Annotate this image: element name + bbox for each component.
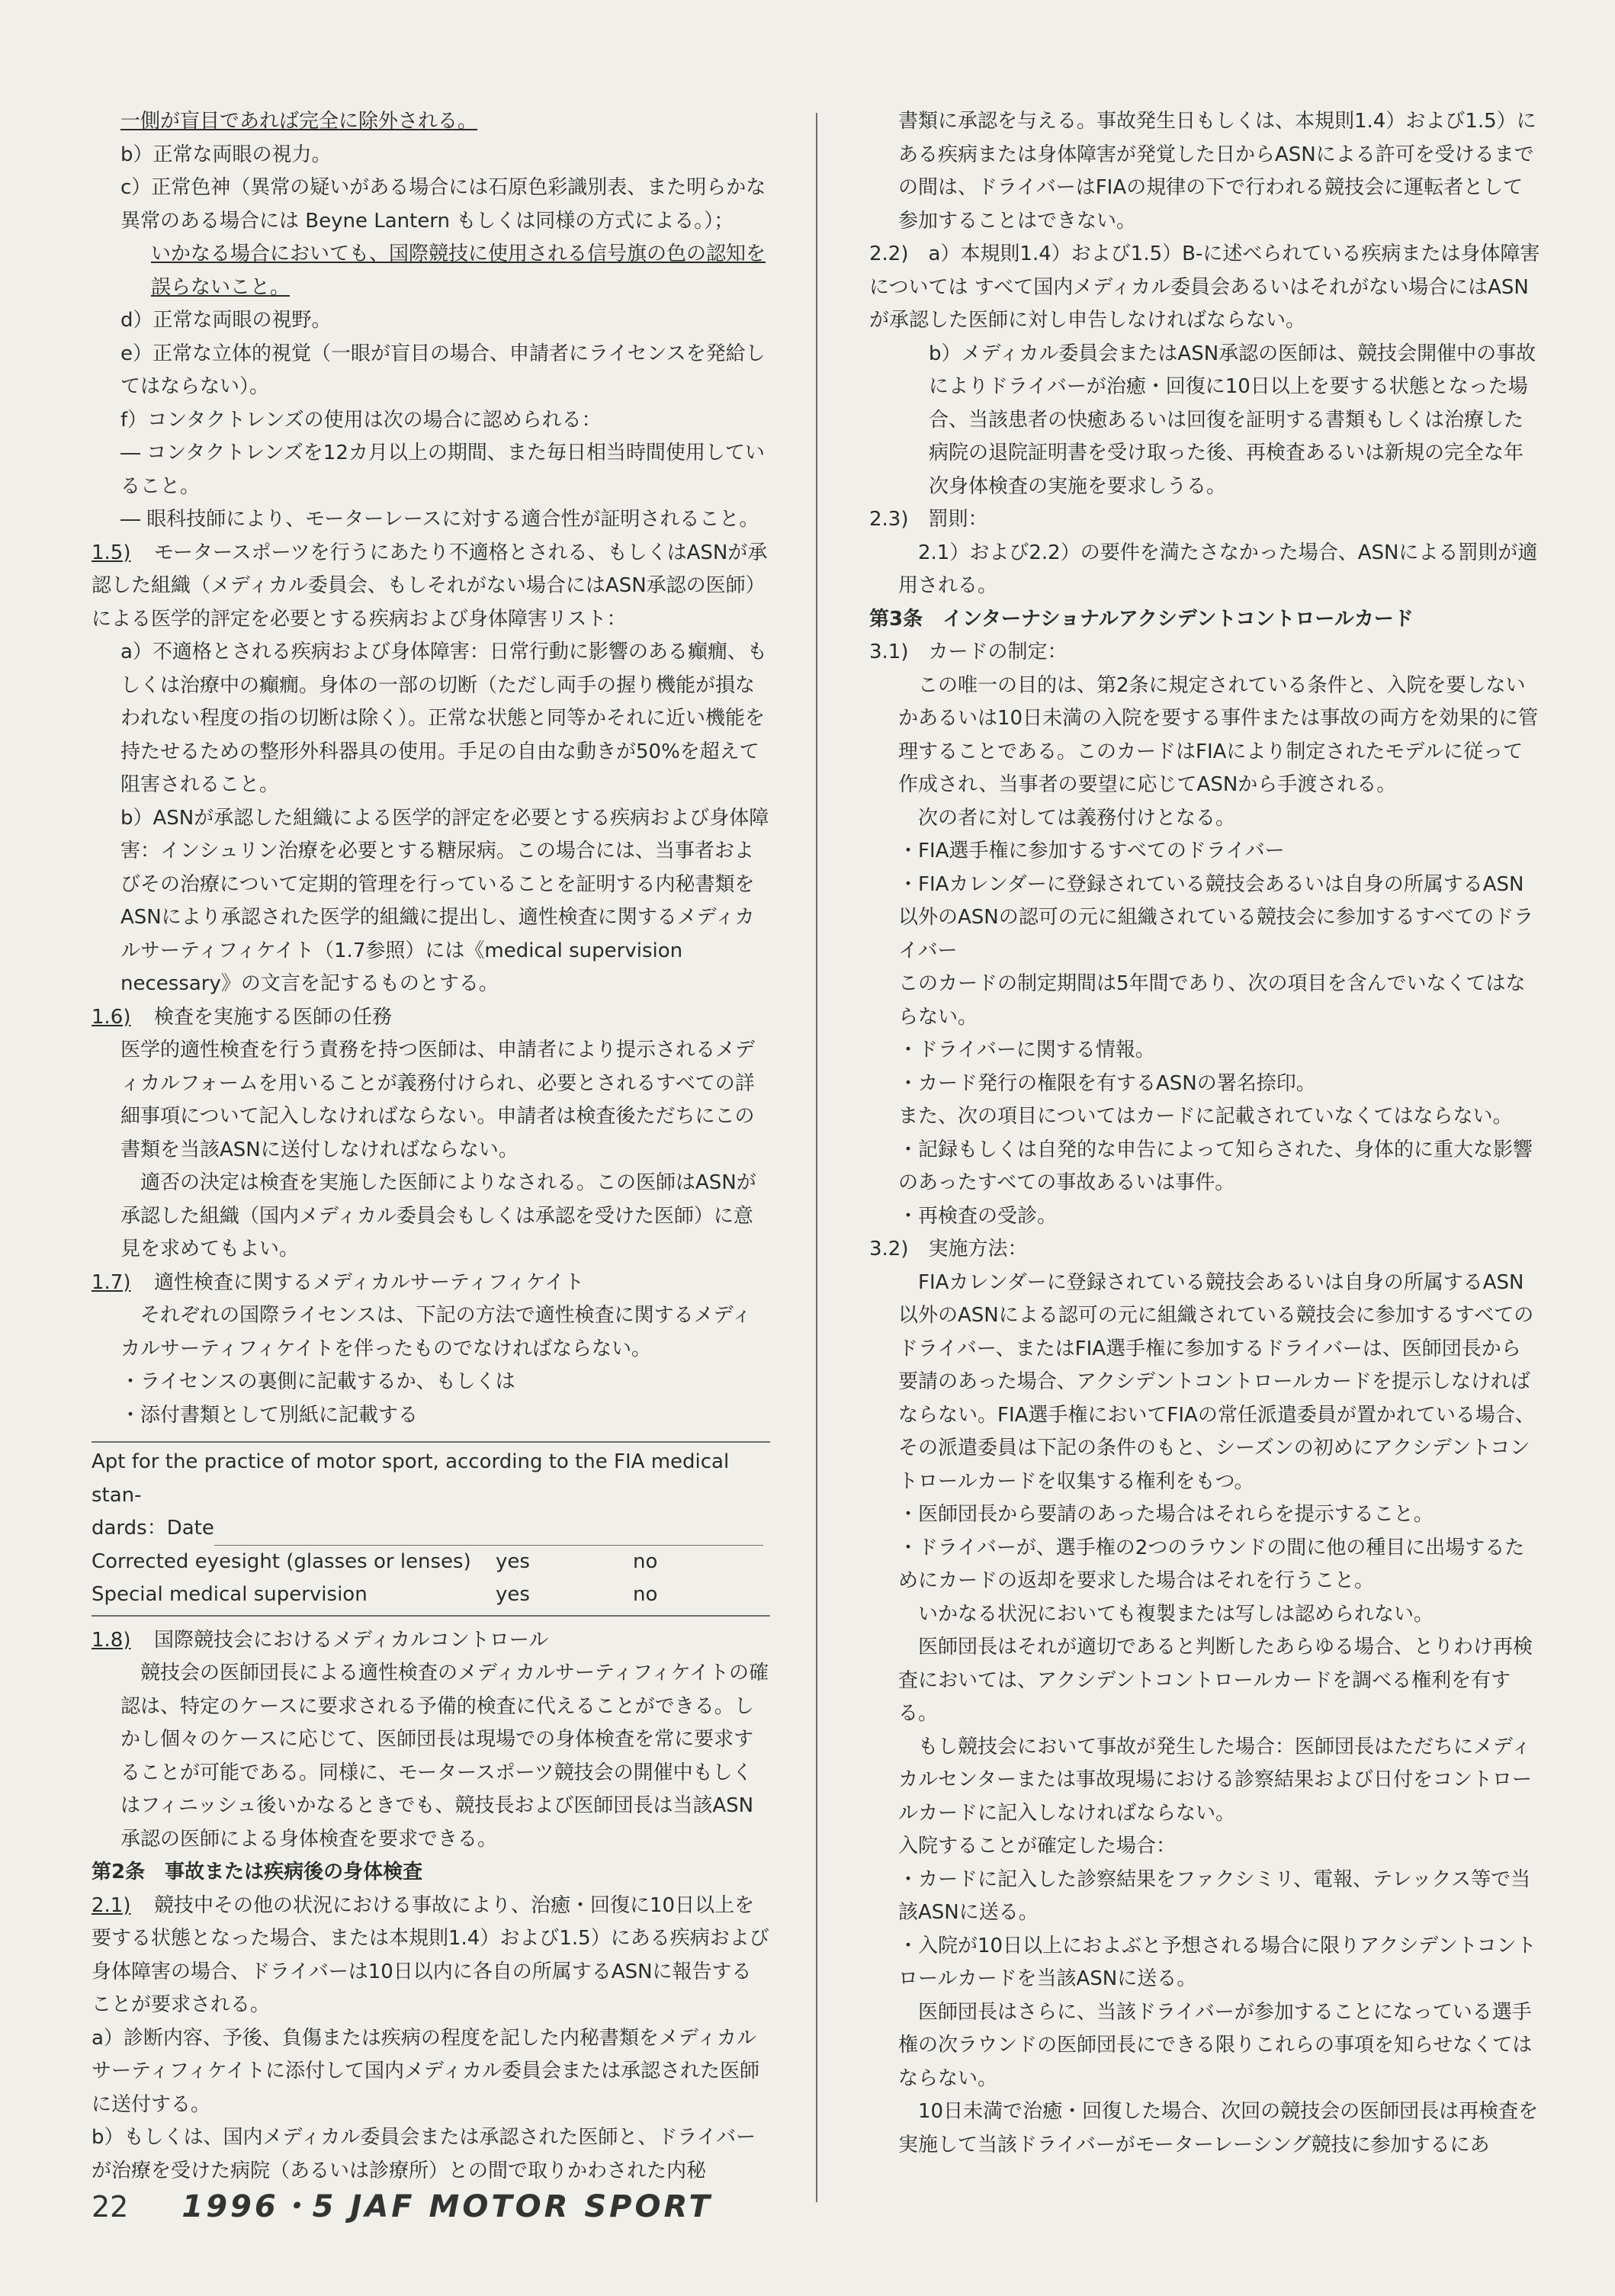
paragraph-text: 次の者に対しては義務付けとなる。 — [918, 806, 1236, 830]
paragraph-text: 医学的適性検査を行う責務を持つ医師は、申請者により提示されるメディカルフォームを用いることが義務付けられ、必要とされるすべての詳細事項について記入しなければならない。申請者は検査後ただちにこの書類を当該ASNに送付しなければならない。 — [120, 1039, 756, 1161]
page-number: 22 — [92, 2190, 129, 2224]
medical-certificate-box — [92, 1441, 770, 1617]
right-column — [869, 105, 1540, 2162]
paragraph-text: d）正常な両眼の視野。 — [120, 309, 332, 332]
paragraph-text: 第2条 事故または疾病後の身体検査 — [92, 1861, 423, 1883]
paragraph-text: ・記録もしくは自発的な申告によって知らされた、身体的に重大な影響のあったすべての事故あるいは事件。 — [898, 1138, 1533, 1194]
paragraph — [92, 1034, 770, 1167]
paragraph — [92, 636, 770, 802]
certificate-date-label: dards：Date — [92, 1517, 214, 1540]
paragraph — [92, 338, 770, 404]
paragraph-text: b）ASNが承認した組織による医学的評定を必要とする疾病および身体障害：インシュリン治療を必要とする糖尿病。この場合には、当事者およびその治療について定期的管理を行っていることを証明する内秘書類をASNにより承認された医学的組織に提出し、適性検査に関するメディカルサーティフィケイト（1.7参照）には《medical supervision necessary》の文言を記するものとする。 — [120, 806, 769, 995]
paragraph-text: それぞれの国際ライセンスは、下記の方法で適性検査に関するメディカルサーティフィケイトを伴ったものでなければならない。 — [120, 1304, 752, 1360]
column-divider — [816, 113, 817, 2202]
paragraph — [92, 238, 770, 304]
certificate-row-supervision — [92, 1578, 770, 1612]
paragraph-text: ・入院が10日以上におよぶと予想される場合に限りアクシデントコントロールカードを当該ASNに送る。 — [898, 1934, 1536, 1990]
supervision-yes: yes — [496, 1583, 530, 1606]
paragraph-text: 入院することが確定した場合： — [898, 1835, 1177, 1858]
section-number: 1.8) — [92, 1628, 131, 1652]
left-column-text-continued — [92, 1624, 770, 2188]
paragraph — [92, 503, 770, 537]
paragraph — [92, 1856, 770, 1890]
left-column — [92, 105, 770, 2188]
section-number: 1.7) — [92, 1270, 131, 1294]
paragraph — [869, 503, 1540, 537]
left-column-text — [92, 105, 770, 1432]
paragraph-text: 国際競技会におけるメディカルコントロール — [154, 1628, 549, 1652]
paragraph-text: いかなる場合においても、国際競技に使用される信号旗の色の認知を誤らないこと。 — [151, 242, 766, 299]
paragraph-text: ・ドライバーに関する情報。 — [898, 1039, 1155, 1061]
paragraph-text: ・FIA選手権に参加するすべてのドライバー — [898, 840, 1285, 862]
paragraph — [92, 802, 770, 1001]
paragraph-text: ・添付書類として別紙に記載する — [120, 1403, 419, 1427]
page-footer — [92, 2182, 713, 2228]
paragraph-text: ・FIAカレンダーに登録されている競技会あるいは自身の所属するASN以外のASNの認可の元に組織されている競技会に参加するすべてのドライバー — [898, 872, 1534, 962]
paragraph — [92, 1167, 770, 1267]
paragraph-text: ・ライセンスの裏側に記載するか、もしくは — [120, 1370, 515, 1393]
paragraph — [869, 802, 1540, 836]
paragraph-text: f）コンタクトレンズの使用は次の場合に認められる： — [120, 408, 602, 432]
paragraph — [869, 1731, 1540, 1831]
paragraph-text: また、次の項目についてはカードに記載されていなくてはならない。 — [898, 1105, 1513, 1128]
certificate-line-1: Apt for the practice of motor sport, according to the FIA medical stan- — [92, 1450, 730, 1507]
paragraph — [92, 437, 770, 503]
certificate-line-2 — [92, 1512, 770, 1546]
paragraph-text: この唯一の目的は、第2条に規定されている条件と、入院を要しないかあるいは10日未満の入院を要する事件または事故の両方を効果的に管理することである。このカードはFIAにより制定されたモデルに従って作成され、当事者の要望に応じてASNから手渡される。 — [898, 673, 1539, 796]
paragraph — [869, 1631, 1540, 1731]
paragraph-text: b）メディカル委員会またはASN承認の医師は、競技会開催中の事故によりドライバーが治癒・回復に10日以上を要する状態となった場合、当該患者の快癒あるいは回復を証明する書類もしくは治療した病院の退院証明書を受け取った後、再検査あるいは新規の完全な年次身体検査の実施を要求しうる。 — [929, 342, 1536, 498]
paragraph — [869, 636, 1540, 670]
paragraph — [869, 835, 1540, 869]
paragraph-text: 検査を実施する医師の任務 — [154, 1005, 393, 1029]
eyesight-label: Corrected eyesight (glasses or lenses) — [92, 1549, 471, 1573]
paragraph-text: ・医師団長から要請のあった場合はそれらを提示すること。 — [898, 1503, 1434, 1526]
paragraph-text: 3.1) カードの制定： — [869, 641, 1068, 663]
paragraph-text: 適否の決定は検査を実施した医師によりなされる。この医師はASNが承認した組織（国内メディカル委員会もしくは承認を受けた医師）に意見を求めてもよい。 — [120, 1171, 756, 1260]
paragraph — [869, 105, 1540, 238]
section-number: 1.5) — [92, 541, 131, 564]
paragraph-text: 書類に承認を与える。事故発生日もしくは、本規則1.4）および1.5）にある疾病または身体障害が発覚した日からASNによる許可を受けるまでの間は、ドライバーはFIAの規律の下で行われる競技会に運転者として参加することはできない。 — [898, 110, 1536, 233]
paragraph — [869, 1996, 1540, 2096]
paragraph — [92, 1366, 770, 1399]
paragraph — [92, 304, 770, 338]
paragraph — [92, 1399, 770, 1433]
paragraph — [869, 1598, 1540, 1632]
paragraph-text: ・ドライバーが、選手権の2つのラウンドの間に他の種目に出場するためにカードの返却を要求した場合はそれを行うこと。 — [898, 1536, 1525, 1592]
paragraph — [869, 1864, 1540, 1930]
paragraph-text: 3.2) 実施方法： — [869, 1238, 1028, 1260]
paragraph — [92, 1299, 770, 1366]
paragraph-text: 2.1）および2.2）の要件を満たさなかった場合、ASNによる罰則が適用される。 — [898, 541, 1538, 597]
paragraph-text: ― 眼科技師により、モーターレースに対する適合性が証明されること。 — [120, 508, 759, 531]
paragraph — [869, 2095, 1540, 2162]
paragraph — [92, 537, 770, 637]
paragraph — [92, 404, 770, 438]
paragraph — [92, 2022, 770, 2122]
paragraph — [869, 1532, 1540, 1598]
paragraph-text: 2.2) a）本規則1.4）および1.5）B-に述べられている疾病または身体障害については すべて国内メディカル委員会あるいはそれがない場合にはASNが承認した医師に対し申告しなければならない。 — [869, 242, 1540, 332]
section-number: 1.6) — [92, 1005, 131, 1029]
right-column-text — [869, 105, 1540, 2162]
paragraph — [92, 2121, 770, 2188]
paragraph-text: e）正常な立体的視覚（一眼が盲目の場合、申請者にライセンスを発給してはならない）。 — [120, 342, 766, 398]
magazine-title: 1996・5 JAF MOTOR SPORT — [181, 2189, 713, 2224]
paragraph — [869, 670, 1540, 802]
paragraph — [92, 105, 770, 139]
paragraph — [869, 1068, 1540, 1101]
eyesight-no: no — [633, 1549, 658, 1573]
paragraph — [92, 1657, 770, 1856]
paragraph-text: c）正常色神（異常の疑いがある場合には石原色彩識別表、また明らかな異常のある場合には Beyne Lantern もしくは同様の方式による。）； — [120, 176, 766, 233]
eyesight-yes: yes — [496, 1549, 530, 1573]
paragraph — [869, 1100, 1540, 1134]
paragraph — [869, 1830, 1540, 1864]
paragraph — [869, 603, 1540, 637]
paragraph — [869, 1498, 1540, 1532]
paragraph-text: ― コンタクトレンズを12カ月以上の期間、また毎日相当時間使用していること。 — [120, 442, 765, 498]
paragraph-text: b）もしくは、国内メディカル委員会または承認された医師と、ドライバーが治療を受けた病院（あるいは診療所）との間で取りかわされた内秘 — [92, 2126, 756, 2182]
paragraph-text: 2.3) 罰則： — [869, 508, 988, 531]
paragraph — [869, 869, 1540, 968]
paragraph-text: ・カードに記入した診察結果をファクシミリ、電報、テレックス等で当該ASNに送る。 — [898, 1867, 1531, 1924]
paragraph-text: a）診断内容、予後、負傷または疾病の程度を記した内秘書類をメディカルサーティフィケイトに添付して国内メディカル委員会または承認された医師に送付する。 — [92, 2026, 759, 2116]
supervision-no: no — [633, 1583, 658, 1606]
paragraph-text: 競技中その他の状況における事故により、治癒・回復に10日以上を要する状態となった場合、または本規則1.4）および1.5）にある疾病および身体障害の場合、ドライバーは10日以内に各自の所属するASNに報告することが要求される。 — [92, 1893, 769, 2016]
paragraph — [869, 968, 1540, 1034]
paragraph-text: モータースポーツを行うにあたり不適格とされる、もしくはASNが承認した組織（メディカル委員会、もしそれがない場合にはASN承認の医師）による医学的評定を必要とする疾病および身体障害リスト： — [92, 541, 768, 631]
paragraph — [869, 1267, 1540, 1499]
paragraph-text: 医師団長はさらに、当該ドライバーが参加することになっている選手権の次ラウンドの医師団長にできる限りこれらの事項を知らせなくてはならない。 — [898, 2000, 1533, 2090]
paragraph-text: もし競技会において事故が発生した場合：医師団長はただちにメディカルセンターまたは事故現場における診察結果および日付をコントロールカードに記入しなければならない。 — [898, 1735, 1532, 1825]
paragraph-text: a）不適格とされる疾病および身体障害：日常行動に影響のある癲癇、もしくは治療中の癲癇。身体の一部の切断（ただし両手の握り機能が損なわれない程度の指の切断は除く）。正常な状態と同等かそれに近い機能を持たせるための整形外科器具の使用。手足の自由な動きが50%を超えて阻害されること。 — [120, 641, 767, 796]
paragraph-text: 10日未満で治癒・回復した場合、次回の競技会の医師団長は再検査を実施して当該ドライバーがモーターレーシング競技に参加するにあ — [898, 2100, 1539, 2156]
paragraph-text: 適性検査に関するメディカルサーティフィケイト — [154, 1270, 584, 1294]
paragraph-text: 一側が盲目であれば完全に除外される。 — [120, 110, 478, 133]
paragraph — [869, 1233, 1540, 1267]
paragraph — [92, 139, 770, 172]
section-number: 2.1) — [92, 1893, 131, 1917]
paragraph-text: このカードの制定期間は5年間であり、次の項目を含んでいなくてはならない。 — [898, 972, 1526, 1029]
paragraph — [92, 1890, 770, 2022]
certificate-row-eyesight — [92, 1546, 770, 1579]
paragraph-text: 医師団長はそれが適切であると判断したあらゆる場合、とりわけ再検査においては、アクシデントコントロールカードを調べる権利を有する。 — [898, 1636, 1533, 1725]
date-blank-line — [214, 1522, 763, 1546]
paragraph-text: b）正常な両眼の視力。 — [120, 143, 332, 166]
paragraph — [869, 338, 1540, 504]
paragraph — [869, 1034, 1540, 1068]
paragraph — [869, 537, 1540, 603]
paragraph — [92, 172, 770, 238]
paragraph-text: 第3条 インターナショナルアクシデントコントロールカード — [869, 607, 1414, 631]
paragraph — [869, 1200, 1540, 1234]
paragraph-text: ・カード発行の権限を有するASNの署名捺印。 — [898, 1071, 1316, 1095]
paragraph-text: FIAカレンダーに登録されている競技会あるいは自身の所属するASN以外のASNによる認可の元に組織されている競技会に参加するすべてのドライバー、またはFIA選手権に参加するドライバーは、医師団長から要請のあった場合、アクシデントコントロールカードを提示しなければならない。FIA選手権においてFIAの常任派遣委員が置かれている場合、その派遣委員は下記の条件のもと、シーズンの初めにアクシデントコントロールカードを収集する権利をもつ。 — [898, 1270, 1535, 1493]
paragraph-text: ・再検査の受診。 — [898, 1204, 1058, 1228]
paragraph — [92, 1624, 770, 1658]
paragraph — [92, 1001, 770, 1035]
paragraph — [869, 1134, 1540, 1200]
paragraph — [92, 1267, 770, 1300]
supervision-label: Special medical supervision — [92, 1583, 368, 1606]
paragraph-text: いかなる状況においても複製または写しは認められない。 — [918, 1602, 1434, 1626]
paragraph-text: 競技会の医師団長による適性検査のメディカルサーティフィケイトの確認は、特定のケースに要求される予備的検査に代えることができる。しかし個々のケースに応じて、医師団長は現場での身体検査を常に要求することが可能である。同様に、モータースポーツ競技会の開催中もしくはフィニッシュ後いかなるときでも、競技長および医師団長は当該ASN承認の医師による身体検査を要求できる。 — [120, 1662, 769, 1851]
paragraph — [869, 238, 1540, 338]
paragraph — [869, 1930, 1540, 1996]
